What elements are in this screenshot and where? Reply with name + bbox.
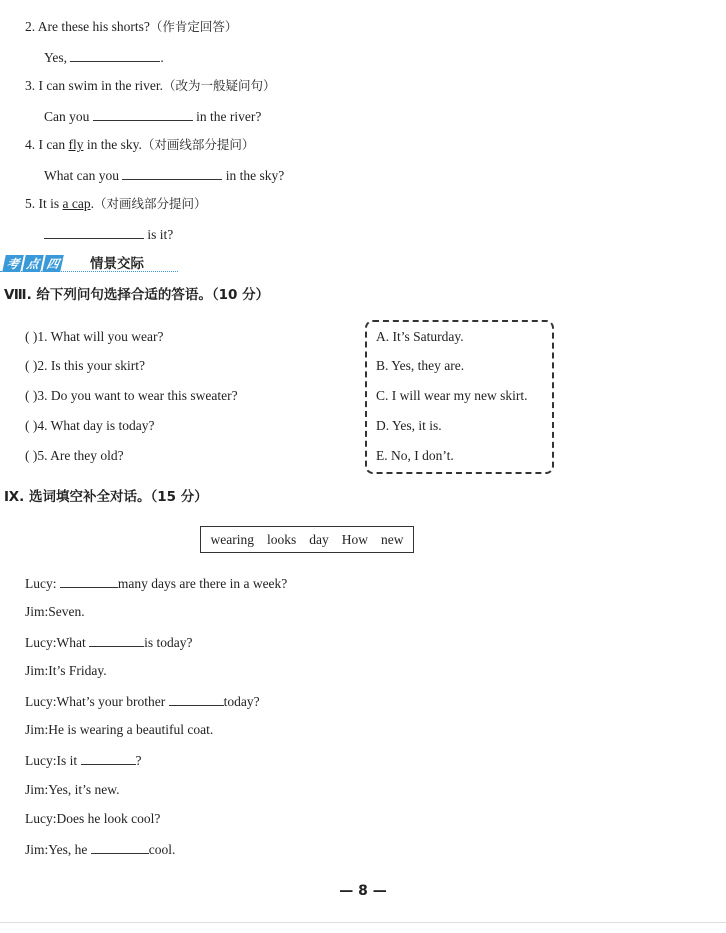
- dialogue-line: [25, 721, 213, 739]
- section-tag: [4, 255, 62, 272]
- q-text: I can swim in the river.: [38, 78, 163, 93]
- dialogue-line: [25, 751, 142, 770]
- word: looks: [266, 531, 297, 547]
- a-post: .: [160, 50, 164, 65]
- match-question: ( )5. Are they old?: [25, 448, 124, 463]
- match-question: ( )3. Do you want to wear this sweater?: [25, 388, 238, 403]
- answer-blank[interactable]: [44, 225, 144, 239]
- section-tag-title: 情景交际: [90, 256, 144, 272]
- dialogue-text: cool.: [148, 842, 176, 857]
- dialogue-line: [25, 662, 107, 680]
- underlined-word: a cap: [62, 196, 91, 211]
- q-note: （对画线部分提问）: [141, 137, 255, 152]
- dialogue-text: Lucy:: [25, 576, 57, 591]
- tag-char: 四: [42, 255, 64, 272]
- dialogue-text: Lucy:Does he look cool?: [25, 811, 161, 826]
- word: wearing: [210, 531, 254, 547]
- dialogue-text: Lucy:What: [25, 635, 86, 650]
- q-text: It is: [38, 196, 63, 211]
- dialogue-blank[interactable]: [81, 751, 136, 765]
- question-4: [25, 136, 254, 154]
- question-3: [25, 77, 275, 95]
- match-question: ( )2. Is this your skirt?: [25, 358, 145, 373]
- q-note: （改为一般疑问句）: [162, 78, 276, 93]
- match-question: ( )4. What day is today?: [25, 418, 155, 433]
- dialogue-text: many days are there in a week?: [117, 576, 288, 591]
- dialogue-line: [25, 840, 175, 859]
- a-pre: Can you: [44, 109, 90, 124]
- answer-2: [44, 48, 164, 67]
- dialogue-text: Jim:He is wearing a beautiful coat.: [25, 722, 214, 737]
- q-note: （对画线部分提问）: [94, 196, 207, 211]
- dialogue-blank[interactable]: [169, 692, 224, 706]
- q-num: 4.: [25, 137, 36, 152]
- dialogue-text: Jim:Seven.: [25, 604, 85, 619]
- answer-option: C. I will wear my new skirt.: [376, 388, 528, 403]
- q-note: （作肯定回答）: [149, 19, 238, 34]
- answer-4: [44, 166, 284, 185]
- tag-char: 点: [22, 255, 44, 272]
- dialogue-text: Jim:Yes, it’s new.: [25, 782, 120, 797]
- question-2: [25, 18, 237, 36]
- dialogue-line: [25, 574, 287, 593]
- dialogue-text: Lucy:What’s your brother: [25, 694, 166, 709]
- a-pre: What can you: [44, 168, 119, 183]
- answer-option: E. No, I don’t.: [376, 448, 454, 463]
- dialogue-text: Lucy:Is it: [25, 753, 78, 768]
- tag-divider: [0, 271, 178, 272]
- section-8-title: Ⅷ. 给下列问句选择合适的答语。（10 分）: [4, 287, 270, 303]
- dialogue-line: [25, 603, 85, 621]
- a-post: is it?: [147, 227, 174, 242]
- q-text: I can: [38, 137, 69, 152]
- answer-option: D. Yes, it is.: [376, 418, 442, 433]
- answer-5: [44, 225, 173, 244]
- dialogue-text: Jim:Yes, he: [25, 842, 88, 857]
- word: day: [309, 531, 329, 547]
- dialogue-text: ?: [135, 753, 142, 768]
- word-bank: [200, 526, 414, 553]
- dialogue-line: [25, 810, 160, 828]
- answer-option: A. It’s Saturday.: [376, 329, 464, 344]
- page-bottom-border: [0, 922, 726, 923]
- a-post: in the river?: [196, 109, 262, 124]
- match-question: ( )1. What will you wear?: [25, 329, 164, 344]
- question-5: [25, 195, 207, 213]
- a-post: in the sky?: [225, 168, 285, 183]
- dialogue-text: Jim:It’s Friday.: [25, 663, 107, 678]
- tag-char: 考: [2, 255, 24, 272]
- dialogue-text: is today?: [144, 635, 193, 650]
- dialogue-line: [25, 692, 260, 711]
- q-num: 5.: [25, 196, 36, 211]
- a-pre: Yes,: [44, 50, 68, 65]
- q-text: Are these his shorts?: [37, 19, 150, 34]
- underlined-word: fly: [68, 137, 84, 152]
- dialogue-line: [25, 633, 192, 652]
- dialogue-blank[interactable]: [91, 840, 149, 854]
- dialogue-text: today?: [223, 694, 260, 709]
- word: How: [341, 531, 368, 547]
- word: new: [381, 531, 404, 547]
- section-9-title: Ⅸ. 选词填空补全对话。（15 分）: [4, 489, 208, 505]
- page-number: — 8 —: [339, 883, 387, 899]
- answer-blank[interactable]: [93, 107, 193, 121]
- q-text: in the sky.: [83, 137, 142, 152]
- answer-3: [44, 107, 261, 126]
- q-num: 3.: [25, 78, 36, 93]
- answer-blank[interactable]: [70, 48, 160, 62]
- dialogue-blank[interactable]: [89, 633, 144, 647]
- q-text: .: [90, 196, 94, 211]
- dialogue-line: [25, 781, 120, 799]
- answer-blank[interactable]: [122, 166, 222, 180]
- dialogue-blank[interactable]: [60, 574, 118, 588]
- q-num: 2.: [25, 19, 36, 34]
- answer-option: B. Yes, they are.: [376, 358, 465, 373]
